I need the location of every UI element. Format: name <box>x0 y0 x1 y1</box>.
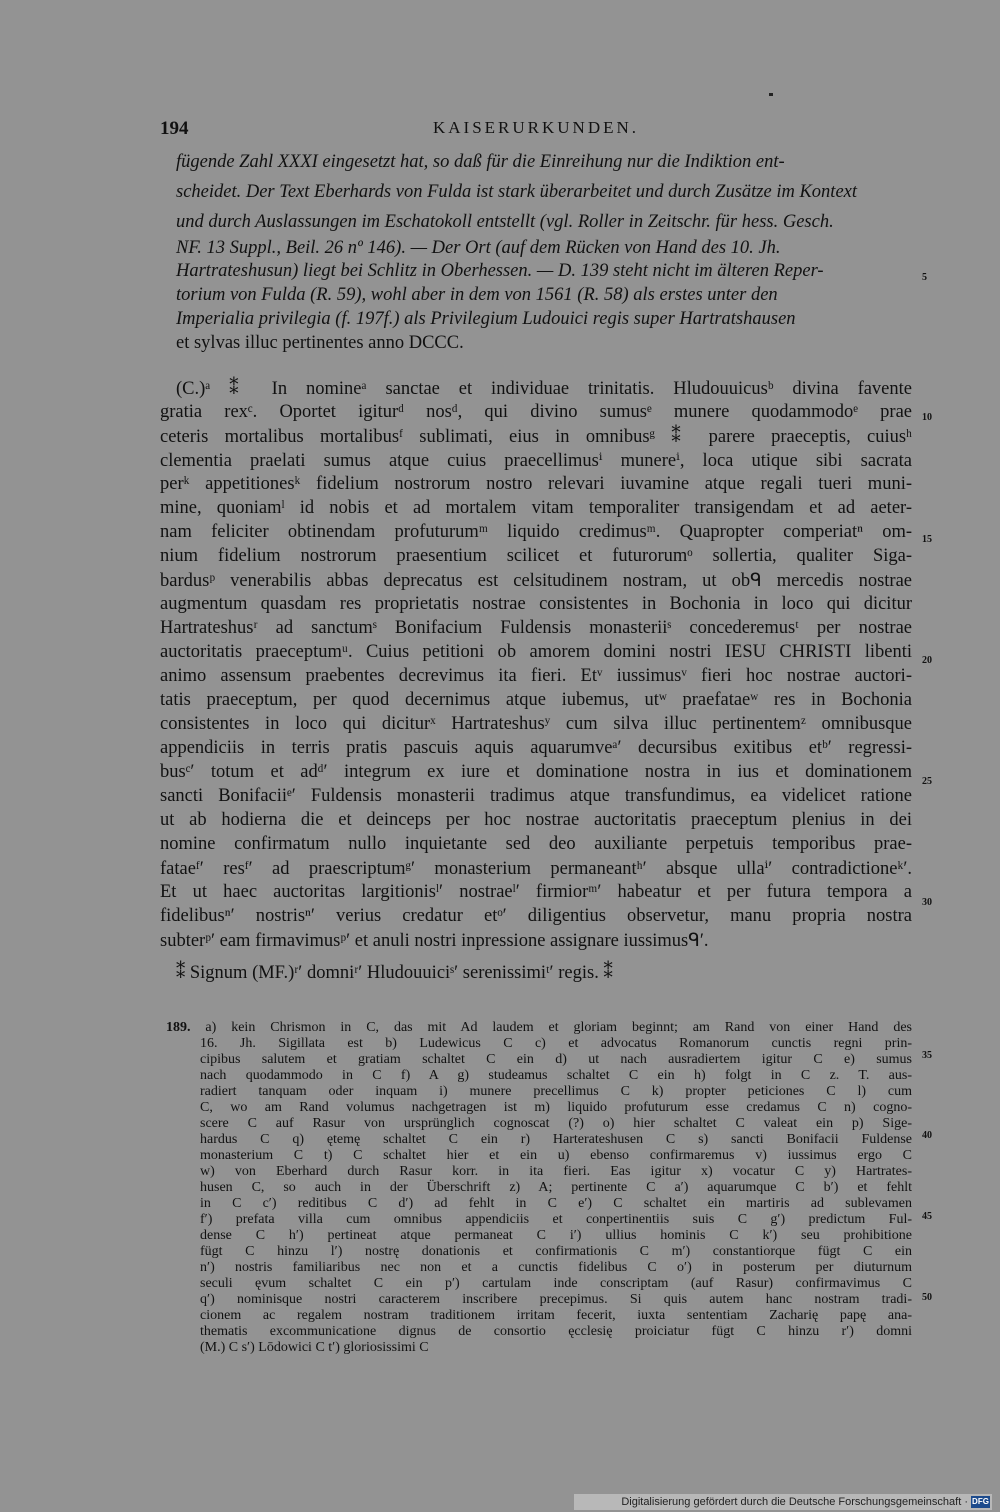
margin-line-number: 5 <box>922 272 927 283</box>
footnote-line: q′) nominisque nostri caracterem inscribere precepimus. Si quis autem hanc nostram tradi- <box>200 1292 912 1307</box>
footnote-line: dense C h′) pertineat atque permaneat C i′) ullius hominis C k′) seu prohibitione <box>200 1228 912 1243</box>
footnote-line: seculi ęvum schaltet C ein p′) cartulam inde conscriptam (auf Rasur) confirmavimus C <box>200 1276 912 1291</box>
footnote-text: a) kein Chrismon in C, das mit Ad laudem et gloriam beginnt; am Rand von einer Hand des <box>205 1020 912 1035</box>
charter-line: tatis praeceptum, per quod decernimus atque iubemus, utʷ praefataeʷ res in Bochonia <box>160 690 912 710</box>
charter-line: ceteris mortalibus mortalibusᶠ sublimati, eius in omnibusᵍ ⁑ parere praeceptis, cuiusʰ <box>160 427 912 447</box>
margin-line-number: 20 <box>922 655 932 666</box>
footnote-line: cionem ac regalem nostram traditionem irritam fecerit, iuxta sententiam Zacharię papę ana- <box>200 1308 912 1323</box>
charter-line: animo assensum praebentes decrevimus ita fieri. Etᵛ iussimusᵛ fieri hoc nostrae auctori- <box>160 666 912 686</box>
charter-line: bardusᵖ venerabilis abbas deprecatus est celsitudinem nostram, ut obᑫ mercedis nostrae <box>160 571 912 591</box>
charter-line: auctoritatis praeceptumᵘ. Cuius petitioni ob amorem domini nostri IESU CHRISTI libenti <box>160 642 912 662</box>
charter-line: gratia rexᶜ. Oportet igiturᵈ nosᵈ, qui divino sumusᵉ munere quodammodoᵉ prae <box>160 402 912 422</box>
intro-last-line: et sylvas illuc pertinentes anno DCCC. <box>176 333 464 353</box>
funding-notice: Digitalisierung gefördert durch die Deutsche Forschungsgemeinschaft · <box>621 1496 968 1508</box>
intro-line: torium von Fulda (R. 59), wohl aber in dem von 1561 (R. 58) als erstes unter den <box>176 285 778 305</box>
running-head <box>160 118 912 140</box>
footnote-line: radiert tanquam oder inquam i) munere precellimus C k) propter peticiones C l) cum <box>200 1084 912 1099</box>
intro-line: Hartrateshusun) liegt bei Schlitz in Oberhessen. — D. 139 steht nicht im älteren Reper- <box>176 261 824 281</box>
footnote-last-line: (M.) C s′) Lōdowici C t′) gloriosissimi C <box>200 1340 429 1355</box>
margin-line-number: 15 <box>922 534 932 545</box>
footnote-line: scere C auf Rasur von ursprünglich cognoscat (?) o) hier schaltet C valeat ein p) Sige- <box>200 1116 912 1131</box>
signum-line: ⁑ Signum (MF.)ʳ′ domniʳ′ Hludouuiciˢ′ serenissimiᵗ′ regis. ⁑ <box>176 963 613 983</box>
charter-line: busᶜ′ totum et adᵈ′ integrum ex iure et dominatione nostra in ius et dominationem <box>160 762 912 782</box>
charter-line: nomine confirmatum nullo inquietante sed deo auxiliante perpetuis temporibus prae- <box>160 834 912 854</box>
charter-line: clementia praelati sumus atque cuius praecellimusⁱ munereⁱ, loca utique sibi sacrata <box>160 451 912 471</box>
intro-line: und durch Auslassungen im Eschatokoll entstellt (vgl. Roller in Zeitschr. für hess. Gesch. <box>176 212 834 232</box>
charter-line: consistentes in loco qui diciturˣ Hartrateshusʸ cum silva illuc pertinentemᶻ omnibusque <box>160 714 912 734</box>
intro-line: fügende Zahl XXXI eingesetzt hat, so daß für die Einreihung nur die Indiktion ent- <box>176 152 785 172</box>
footnote-number: 189. <box>166 1020 191 1035</box>
margin-line-number: 40 <box>922 1130 932 1141</box>
charter-line: nium fidelium nostrorum praesentium scilicet et futurorumᵒ sollertia, qualiter Siga- <box>160 546 912 566</box>
footnote-line: hardus C q) ętemę schaltet C ein r) Harterateshusen C s) sancti Bonifacii Fuldense <box>200 1132 912 1147</box>
footnote-line: 16. Jh. Sigillata est b) Ludewicus C c) et advocatus Romanorum cunctis regni prin- <box>200 1036 912 1051</box>
funding-footer <box>574 1494 992 1510</box>
charter-line: nam feliciter obtinendam profuturumᵐ liquido credimusᵐ. Quapropter comperiatⁿ om- <box>160 522 912 542</box>
charter-line: perᵏ appetitionesᵏ fidelium nostrorum nostro relevari iuvamine atque regali tueri muni- <box>160 474 912 494</box>
margin-line-number: 30 <box>922 897 932 908</box>
page-number: 194 <box>160 118 189 139</box>
charter-line: sancti Bonifaciiᵉ′ Fuldensis monasterii tradimus atque transfundimus, ea videlicet ratione <box>160 786 912 806</box>
running-title: KAISERURKUNDEN. <box>432 118 640 137</box>
charter-line: appendiciis in terris pratis pascuis aquis aquarumveᵃ′ decursibus exitibus etᵇ′ regressi- <box>160 738 912 758</box>
footnote-line: fügt C hinzu l′) nostrę donationis et confirmationis C m′) constantiorque fügt C ein <box>200 1244 912 1259</box>
footnote-line: C, wo am Rand volumus nachgetragen ist m) liquido profuturum esse credamus C n) cogno- <box>200 1100 912 1115</box>
footnote-line: in C c′) reditibus C d′) ad fehlt in C e′) C schaltet ein martiris ad sublevamen <box>200 1196 912 1211</box>
footnote-line: n′) nostris familiaribus nec non et a cunctis fidelibus C o′) in posterum per diuturnum <box>200 1260 912 1275</box>
charter-line: mine, quoniamˡ id nobis et ad mortalem vitam temporaliter transigendam et ad aeter- <box>160 498 912 518</box>
footnote-line: f′) prefata villa cum omnibus appendiciis et conpertinentiis suis C g′) predictum Ful- <box>200 1212 912 1227</box>
charter-last-line: subterᵖ′ eam firmavimusᵖ′ et anuli nostri inpressione assignare iussimusᑫ′. <box>160 931 709 951</box>
charter-line: Hartrateshusʳ ad sanctumˢ Bonifacium Fuldensis monasteriiˢ concederemusᵗ per nostrae <box>160 618 912 638</box>
footnote-line: w) von Eberhard durch Rasur korr. in ita fieri. Eas igitur x) vocatur C y) Hartrates- <box>200 1164 912 1179</box>
charter-first-line: (C.)ᵃ ⁑ In nomineᵃ sanctae et individuae trinitatis. Hludouuicusᵇ divina favente <box>176 379 912 399</box>
footnote-line: husen C, so auch in der Überschrift z) A; pertinente C a′) aquarumque C b′) et fehlt <box>200 1180 912 1195</box>
intro-line: NF. 13 Suppl., Beil. 26 nº 146). — Der Ort (auf dem Rücken von Hand des 10. Jh. <box>176 238 781 258</box>
scan-speck <box>769 93 773 96</box>
footnote-line: nach quodammodo in C f) A g) studeamus schaltet C ein h) folgt in C z. T. aus- <box>200 1068 912 1083</box>
margin-line-number: 35 <box>922 1050 932 1061</box>
footnote-line: cipibus salutem et gratiam schaltet C ein d) ut nach ausradiertem igitur C e) sumus <box>200 1052 912 1067</box>
charter-line: fataeᶠ′ resᶠ′ ad praescriptumᵍ′ monasterium permaneantʰ′ absque ullaⁱ′ contradictioneᵏ′. <box>160 859 912 879</box>
charter-line: augmentum quasdam res proprietatis nostrae consistentes in Bochonia in loco qui dicitur <box>160 594 912 614</box>
intro-line: Imperialia privilegia (f. 197f.) als Privilegium Ludouici regis super Hartratshausen <box>176 309 796 329</box>
margin-line-number: 45 <box>922 1211 932 1222</box>
charter-line: ut ab hodierna die et deinceps per hoc nostrae auctoritatis praeceptum plenius in dei <box>160 810 912 830</box>
margin-line-number: 50 <box>922 1292 932 1303</box>
margin-line-number: 25 <box>922 776 932 787</box>
intro-line: scheidet. Der Text Eberhards von Fulda ist stark überarbeitet und durch Zusätze im Kontext <box>176 182 858 202</box>
margin-line-number: 10 <box>922 412 932 423</box>
charter-line: Et ut haec auctoritas largitionisˡ′ nostraeˡ′ firmiorᵐ′ habeatur et per futura tempora a <box>160 882 912 902</box>
footnote-line: thematis excommunicatione dignus de consortio ęcclesię proiciatur fügt C hinzu r′) domni <box>200 1324 912 1339</box>
dfg-logo-icon: DFG <box>972 1497 989 1506</box>
charter-line: fidelibusⁿ′ nostrisⁿ′ verius credatur etᵒ′ diligentius observetur, manu propria nostra <box>160 906 912 926</box>
footnote-line: monasterium C t) C schaltet hier et ein u) ebenso confirmaremus v) iussimus ergo C <box>200 1148 912 1163</box>
footnote-first-line <box>166 1020 912 1036</box>
